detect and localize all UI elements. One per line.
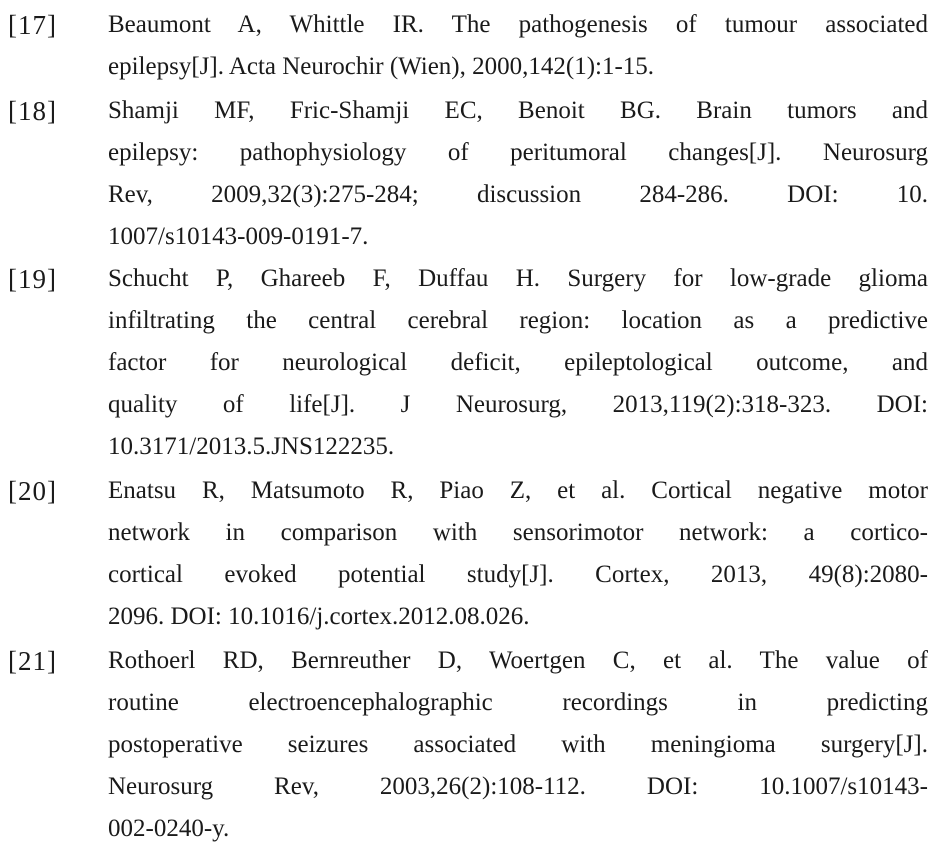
reference-text <box>108 4 928 88</box>
reference-line: postoperative seizures associated with meningioma surgery[J]. <box>108 731 928 758</box>
reference-line: network in comparison with sensorimotor network: a cortico- <box>108 519 928 546</box>
reference-line: epilepsy: pathophysiology of peritumoral changes[J]. Neurosurg <box>108 139 928 166</box>
reference-line: Rev, 2009,32(3):275-284; discussion 284-286. DOI: 10. <box>108 181 928 208</box>
reference-line: 1007/s10143-009-0191-7. <box>108 223 369 250</box>
reference-line: Shamji MF, Fric-Shamji EC, Benoit BG. Brain tumors and <box>108 97 928 124</box>
reference-line: 002-0240-y. <box>108 815 230 842</box>
reference-line: 2096. DOI: 10.1016/j.cortex.2012.08.026. <box>108 603 530 630</box>
reference-number: [18] <box>8 96 57 126</box>
reference-line: cortical evoked potential study[J]. Cortex, 2013, 49(8):2080- <box>108 561 928 588</box>
reference-line: Enatsu R, Matsumoto R, Piao Z, et al. Cortical negative motor <box>108 477 928 504</box>
reference-line: 10.3171/2013.5.JNS122235. <box>108 433 395 460</box>
reference-text <box>108 90 928 258</box>
reference-line: Schucht P, Ghareeb F, Duffau H. Surgery for low-grade glioma <box>108 265 928 292</box>
reference-line: Rothoerl RD, Bernreuther D, Woertgen C, et al. The value of <box>108 647 928 674</box>
reference-line: routine electroencephalographic recordings in predicting <box>108 689 928 716</box>
reference-line: Neurosurg Rev, 2003,26(2):108-112. DOI: 10.1007/s10143- <box>108 773 928 800</box>
reference-line: infiltrating the central cerebral region: location as a predictive <box>108 307 928 334</box>
reference-number: [20] <box>8 476 57 506</box>
reference-line: Beaumont A, Whittle IR. The pathogenesis of tumour associated <box>108 11 928 38</box>
reference-number: [21] <box>8 646 57 676</box>
reference-line: quality of life[J]. J Neurosurg, 2013,119(2):318-323. DOI: <box>108 391 928 418</box>
reference-line: epilepsy[J]. Acta Neurochir (Wien), 2000,142(1):1-15. <box>108 53 655 80</box>
reference-text <box>108 470 928 638</box>
reference-number: [19] <box>8 264 57 294</box>
reference-text <box>108 640 928 850</box>
reference-text <box>108 258 928 468</box>
reference-number: [17] <box>8 10 57 40</box>
reference-line: factor for neurological deficit, epileptological outcome, and <box>108 349 928 376</box>
